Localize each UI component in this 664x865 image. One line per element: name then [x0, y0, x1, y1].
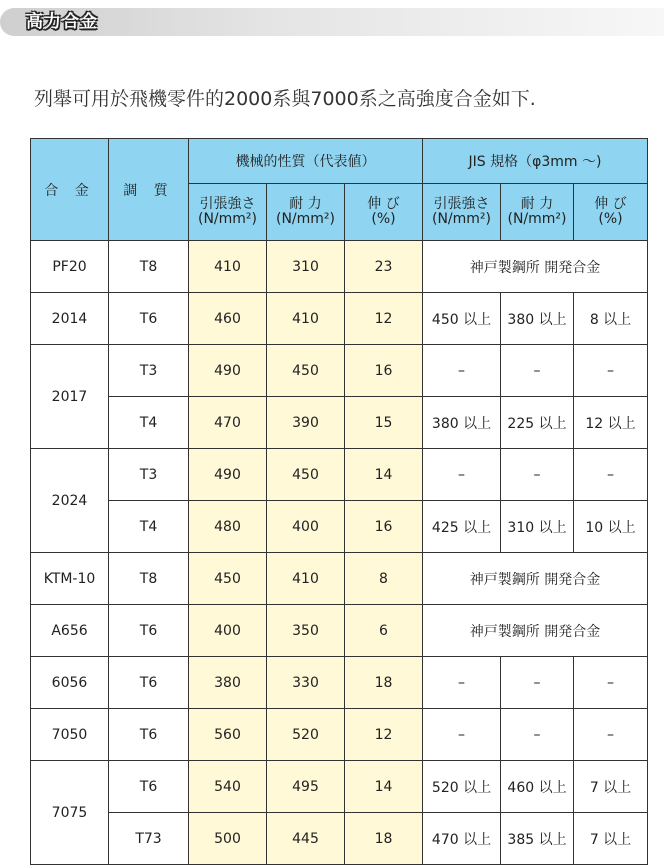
- elong-cell: 23: [345, 241, 423, 293]
- col-alloy-header: 合 金: [31, 139, 109, 241]
- table-row: [31, 241, 648, 293]
- table-row: [31, 605, 648, 657]
- tensile-cell: 490: [189, 449, 267, 501]
- proof-cell: 445: [267, 813, 345, 865]
- elong-cell: 14: [345, 449, 423, 501]
- tensile-cell: 470: [189, 397, 267, 449]
- proof-cell: 390: [267, 397, 345, 449]
- jis-tensile-header: 引張強さ (N/mm²): [423, 184, 501, 241]
- jis-tensile-cell: 470 以上: [423, 813, 501, 865]
- col-temper-header: 調 質: [109, 139, 189, 241]
- jis-elong-header: 伸 び (%): [574, 184, 648, 241]
- jis-note-cell: 神戸製鋼所 開発合金: [423, 553, 648, 605]
- jis-elong-cell: –: [574, 657, 648, 709]
- elong-cell: 16: [345, 345, 423, 397]
- mech-proof-header: 耐 力 (N/mm²): [267, 184, 345, 241]
- temper-cell: T8: [109, 553, 189, 605]
- jis-note-cell: 神戸製鋼所 開発合金: [423, 241, 648, 293]
- tensile-cell: 460: [189, 293, 267, 345]
- jis-tensile-cell: 450 以上: [423, 293, 501, 345]
- jis-elong-cell: 7 以上: [574, 813, 648, 865]
- proof-cell: 400: [267, 501, 345, 553]
- tensile-cell: 380: [189, 657, 267, 709]
- temper-cell: T6: [109, 761, 189, 813]
- temper-cell: T6: [109, 605, 189, 657]
- tensile-cell: 500: [189, 813, 267, 865]
- elong-cell: 12: [345, 293, 423, 345]
- group-jis-header: JIS 規格（φ3mm ～): [423, 139, 648, 184]
- alloy-cell: PF20: [31, 241, 109, 293]
- tensile-cell: 410: [189, 241, 267, 293]
- jis-elong-cell: 10 以上: [574, 501, 648, 553]
- mech-elong-header: 伸 び (%): [345, 184, 423, 241]
- table-row: [31, 657, 648, 709]
- jis-tensile-cell: 425 以上: [423, 501, 501, 553]
- group-mech-header: 機械的性質（代表値）: [189, 139, 423, 184]
- temper-cell: T4: [109, 501, 189, 553]
- jis-proof-header: 耐 力 (N/mm²): [501, 184, 574, 241]
- table-row: [31, 761, 648, 813]
- jis-proof-cell: –: [501, 449, 574, 501]
- table-row: [31, 813, 648, 865]
- tensile-cell: 450: [189, 553, 267, 605]
- tensile-cell: 560: [189, 709, 267, 761]
- proof-cell: 330: [267, 657, 345, 709]
- elong-cell: 16: [345, 501, 423, 553]
- elong-cell: 18: [345, 657, 423, 709]
- elong-cell: 14: [345, 761, 423, 813]
- table-row: [31, 501, 648, 553]
- table-row: [31, 449, 648, 501]
- elong-cell: 6: [345, 605, 423, 657]
- jis-proof-cell: 380 以上: [501, 293, 574, 345]
- temper-cell: T6: [109, 293, 189, 345]
- temper-cell: T3: [109, 449, 189, 501]
- alloy-cell: 2014: [31, 293, 109, 345]
- elong-cell: 8: [345, 553, 423, 605]
- proof-cell: 350: [267, 605, 345, 657]
- jis-proof-cell: 460 以上: [501, 761, 574, 813]
- temper-cell: T73: [109, 813, 189, 865]
- jis-elong-cell: 8 以上: [574, 293, 648, 345]
- intro-text: 列舉可用於飛機零件的2000系與7000系之高強度合金如下.: [34, 88, 536, 110]
- jis-elong-cell: 7 以上: [574, 761, 648, 813]
- jis-proof-cell: –: [501, 657, 574, 709]
- jis-proof-cell: 225 以上: [501, 397, 574, 449]
- jis-proof-cell: 385 以上: [501, 813, 574, 865]
- alloy-cell: 7075: [31, 761, 109, 865]
- table-row: [31, 293, 648, 345]
- jis-tensile-cell: –: [423, 345, 501, 397]
- elong-cell: 15: [345, 397, 423, 449]
- mech-tensile-header: 引張強さ (N/mm²): [189, 184, 267, 241]
- table-row: [31, 553, 648, 605]
- jis-proof-cell: –: [501, 345, 574, 397]
- proof-cell: 410: [267, 293, 345, 345]
- alloy-properties-table: [30, 138, 648, 865]
- proof-cell: 310: [267, 241, 345, 293]
- section-header-bar: [0, 8, 664, 36]
- jis-elong-cell: 12 以上: [574, 397, 648, 449]
- temper-cell: T3: [109, 345, 189, 397]
- jis-elong-cell: –: [574, 449, 648, 501]
- table-row: [31, 345, 648, 397]
- proof-cell: 450: [267, 345, 345, 397]
- alloy-cell: 7050: [31, 709, 109, 761]
- tensile-cell: 480: [189, 501, 267, 553]
- temper-cell: T6: [109, 709, 189, 761]
- alloy-cell: 2024: [31, 449, 109, 553]
- proof-cell: 495: [267, 761, 345, 813]
- elong-cell: 18: [345, 813, 423, 865]
- proof-cell: 450: [267, 449, 345, 501]
- jis-proof-cell: –: [501, 709, 574, 761]
- section-title: 高力合金: [26, 12, 98, 32]
- table-row: [31, 397, 648, 449]
- jis-tensile-cell: –: [423, 449, 501, 501]
- temper-cell: T6: [109, 657, 189, 709]
- tensile-cell: 400: [189, 605, 267, 657]
- jis-tensile-cell: –: [423, 709, 501, 761]
- tensile-cell: 540: [189, 761, 267, 813]
- proof-cell: 410: [267, 553, 345, 605]
- alloy-cell: 6056: [31, 657, 109, 709]
- tensile-cell: 490: [189, 345, 267, 397]
- jis-tensile-cell: 380 以上: [423, 397, 501, 449]
- jis-note-cell: 神戸製鋼所 開発合金: [423, 605, 648, 657]
- alloy-cell: 2017: [31, 345, 109, 449]
- jis-elong-cell: –: [574, 345, 648, 397]
- elong-cell: 12: [345, 709, 423, 761]
- jis-proof-cell: 310 以上: [501, 501, 574, 553]
- alloy-cell: A656: [31, 605, 109, 657]
- table-row: [31, 709, 648, 761]
- jis-tensile-cell: –: [423, 657, 501, 709]
- jis-elong-cell: –: [574, 709, 648, 761]
- proof-cell: 520: [267, 709, 345, 761]
- temper-cell: T4: [109, 397, 189, 449]
- alloy-cell: KTM-10: [31, 553, 109, 605]
- jis-tensile-cell: 520 以上: [423, 761, 501, 813]
- temper-cell: T8: [109, 241, 189, 293]
